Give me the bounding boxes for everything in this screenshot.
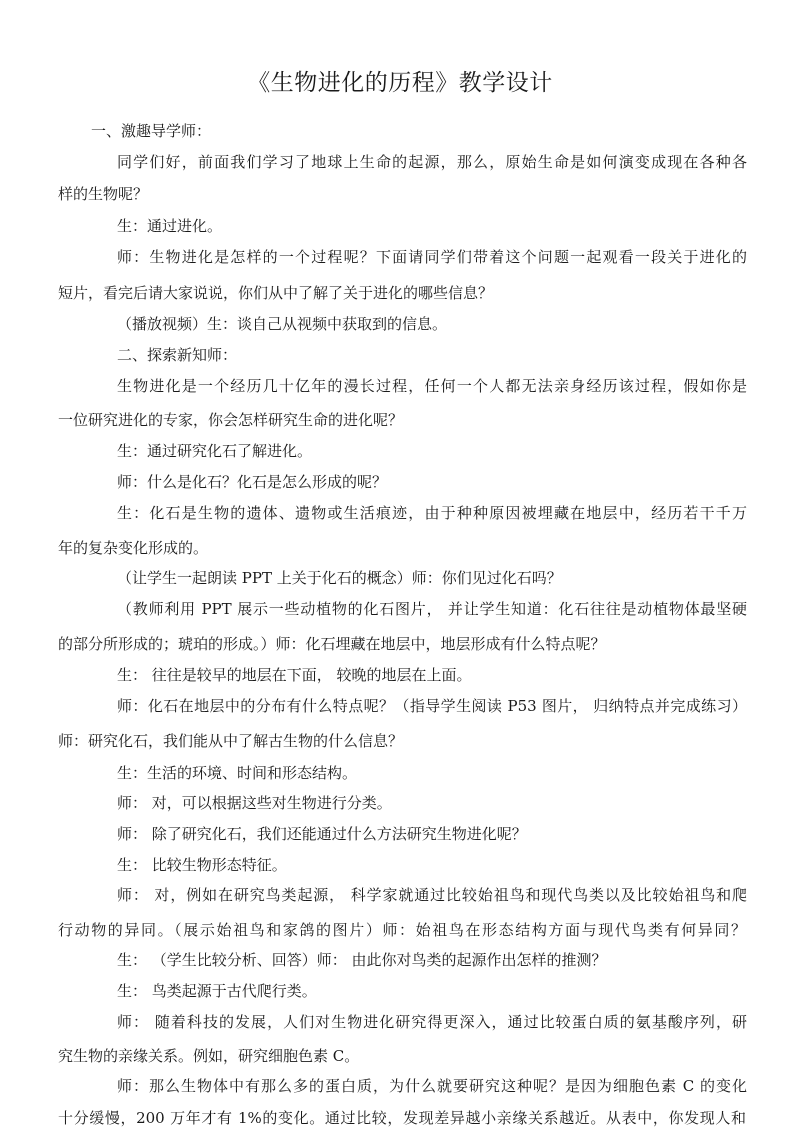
paragraph-line: 师： 对，例如在研究鸟类起源， 科学家就通过比较始祖鸟和现代鸟类以及比较始祖鸟和爬 xyxy=(117,886,747,904)
section-heading-2: 二、探索新知师： xyxy=(117,346,238,364)
paragraph-line: 生物进化是一个经历几十亿年的漫长过程，任何一个人都无法亲身经历该过程，假如你是 xyxy=(117,377,747,395)
paragraph-line: 生： 往往是较早的地层在下面， 较晚的地层在上面。 xyxy=(117,666,472,684)
paragraph-line: 生： 比较生物形态特征。 xyxy=(117,856,287,874)
paragraph-line: 生： （学生比较分析、回答）师： 由此你对鸟类的起源作出怎样的推测？ xyxy=(117,951,607,969)
paragraph-line: 师：化石在地层中的分布有什么特点呢？（指导学生阅读 P53 图片， 归纳特点并完成练习） xyxy=(117,697,747,715)
paragraph-line: 生：通过研究化石了解进化。 xyxy=(117,442,313,460)
paragraph-line: 的部分所形成的；琥珀的形成。）师：化石埋藏在地层中，地层形成有什么特点呢？ xyxy=(58,635,606,653)
paragraph-line: （播放视频）生：谈自己从视频中获取到的信息。 xyxy=(117,315,448,333)
paragraph-line: （让学生一起朗读 PPT 上关于化石的概念）师：你们见过化石吗？ xyxy=(117,569,562,587)
paragraph-line: 师：生物进化是怎样的一个过程呢？下面请同学们带着这个问题一起观看一段关于进化的 xyxy=(117,248,747,266)
paragraph-line: 师：那么生物体中有那么多的蛋白质，为什么就要研究这种呢？是因为细胞色素 C 的变化 xyxy=(117,1077,747,1095)
paragraph-line: 师：研究化石，我们能从中了解古生物的什么信息？ xyxy=(58,732,404,750)
section-heading-1: 一、激趣导学师： xyxy=(91,122,212,140)
paragraph-line: 师： 随着科技的发展，人们对生物进化研究得更深入，通过比较蛋白质的氨基酸序列，研 xyxy=(117,1013,747,1031)
paragraph-line: 生：化石是生物的遗体、遗物或生活痕迹，由于种种原因被埋藏在地层中，经历若干千万 xyxy=(117,504,747,522)
paragraph-line: 师：什么是化石？化石是怎么形成的呢？ xyxy=(117,473,388,491)
paragraph-line: 十分缓慢，200 万年才有 1%的变化。通过比较，发现差异越小亲缘关系越近。从表中，你发现人和 xyxy=(58,1109,746,1127)
paragraph-line: 一位研究进化的专家，你会怎样研究生命的进化呢？ xyxy=(58,411,404,429)
paragraph-line: 师： 对，可以根据这些对生物进行分类。 xyxy=(117,794,392,812)
paragraph-line: 行动物的异同。（展示始祖鸟和家鸽的图片）师：始祖鸟在形态结构方面与现代鸟类有何异同？ xyxy=(58,921,746,939)
paragraph-line: 年的复杂变化形成的。 xyxy=(58,539,209,557)
paragraph-line: 短片，看完后请大家说说，你们从中了解了关于进化的哪些信息？ xyxy=(58,284,494,302)
document-title: 《生物进化的历程》教学设计 xyxy=(247,70,553,96)
paragraph-line: 同学们好，前面我们学习了地球上生命的起源，那么，原始生命是如何演变成现在各种各 xyxy=(117,153,747,171)
paragraph-line: 生：通过进化。 xyxy=(117,217,223,235)
paragraph-line: 生：生活的环境、时间和形态结构。 xyxy=(117,764,358,782)
paragraph-line: 究生物的亲缘关系。例如，研究细胞色素 C。 xyxy=(58,1047,360,1065)
paragraph-line: 师： 除了研究化石，我们还能通过什么方法研究生物进化呢？ xyxy=(117,825,527,843)
paragraph-line: 样的生物呢？ xyxy=(58,185,149,203)
paragraph-line: （教师利用 PPT 展示一些动植物的化石图片， 并让学生知道：化石往往是动植物体最坚硬 xyxy=(117,600,747,618)
paragraph-line: 生： 鸟类起源于古代爬行类。 xyxy=(117,982,317,1000)
